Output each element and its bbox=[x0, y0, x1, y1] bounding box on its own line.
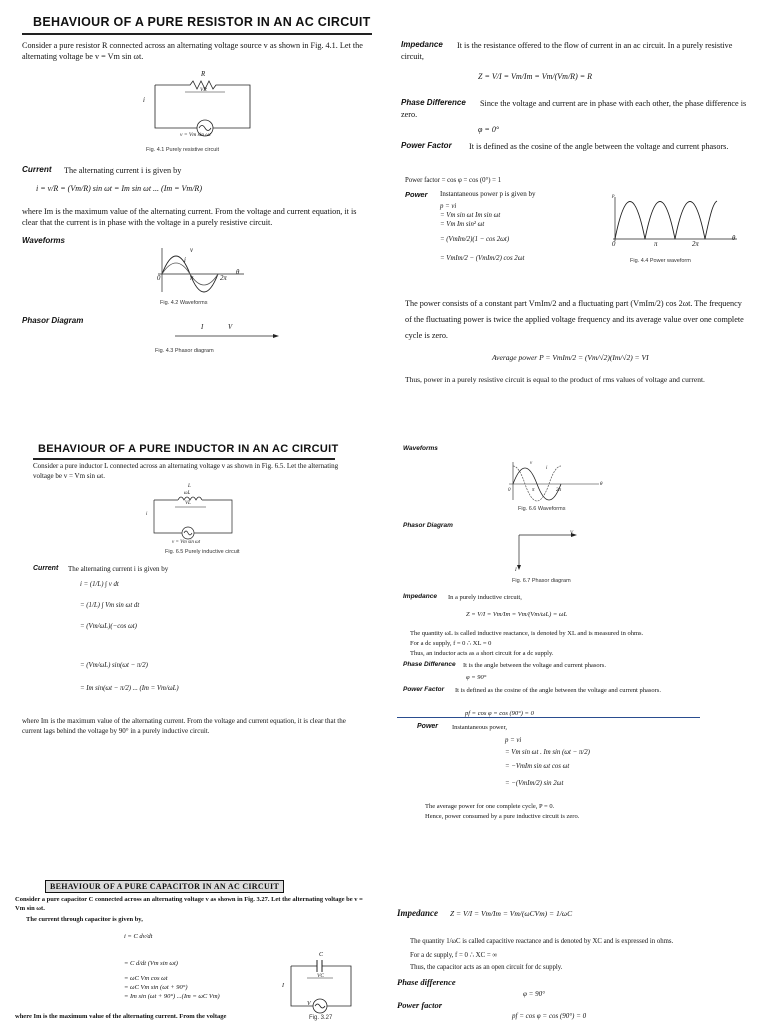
capacitor-phase-label: Phase difference bbox=[397, 977, 456, 987]
resistor-power-label: Power bbox=[405, 190, 428, 199]
fig-6-7-caption: Fig. 6.7 Phasor diagram bbox=[512, 578, 571, 584]
inductor-pf-label: Power Factor bbox=[403, 686, 445, 693]
fig-6-5-caption: Fig. 6.5 Purely inductive circuit bbox=[165, 549, 240, 555]
inductor-circuit-xl-label: ωL bbox=[184, 491, 191, 496]
inductor-impedance-text: In a purely inductive circuit, bbox=[448, 594, 522, 601]
resistor-pf-text: It is defined as the cosine of the angle between the voltage and current phasors. bbox=[469, 142, 729, 151]
resistor-phasor-i-label: I bbox=[201, 324, 204, 331]
resistor-power-eq-line: = Vm sin ωt Im sin ωt bbox=[440, 212, 501, 219]
inductor-power-label: Power bbox=[417, 723, 439, 730]
inductor-circuit-v-label: v = Vm sin ωt bbox=[172, 540, 201, 545]
inductor-impedance-note1: The quantity ωL is called inductive reactance, is denoted by XL and is measured in ohms. bbox=[410, 630, 644, 637]
inductor-impedance-note3: Thus, an inductor acts as a short circuit for a dc supply. bbox=[410, 650, 554, 657]
fig-4-2-caption: Fig. 4.2 Waveforms bbox=[160, 300, 208, 306]
resistor-wave-2pi-label: 2π bbox=[220, 275, 227, 282]
capacitor-current-eq-line: = Im sin (ωt + 90°) ...(Im = ωC Vm) bbox=[124, 993, 220, 1000]
inductor-phasor-label: Phasor Diagram bbox=[403, 522, 453, 529]
capacitor-impedance-note1: The quantity 1/ωC is called capacitive reactance and is denoted by XC and is expressed in ohms. bbox=[410, 938, 674, 945]
resistor-wave-i-label: i bbox=[184, 257, 186, 264]
inductor-circuit-diagram bbox=[150, 488, 240, 543]
capacitor-impedance-note2: For a dc supply, f = 0 ∴ XC = ∞ bbox=[410, 952, 498, 959]
fig-6-6-caption: Fig. 6.6 Waveforms bbox=[518, 506, 566, 512]
inductor-pf-text: It is defined as the cosine of the angle between the voltage and current phasors. bbox=[455, 687, 661, 694]
inductor-phasor-diagram bbox=[515, 533, 585, 571]
power-wave-pi-label: π bbox=[654, 241, 658, 248]
inductor-wave-i-label: i bbox=[546, 466, 548, 471]
inductor-circuit-vl-label: VL bbox=[185, 501, 191, 506]
resistor-power-eq-line: = Vm Im sin² ωt bbox=[440, 221, 485, 228]
resistor-pf-label: Power Factor bbox=[401, 141, 452, 150]
inductor-wave-v-label: v bbox=[530, 461, 533, 466]
resistor-power-note: The power consists of a constant part VmIm/2 and a fluctuating part (VmIm/2) cos 2ωt. The frequency of the fluctuating power is twice the applied voltage frequency and its average value over one complete cycle is zero. bbox=[405, 299, 744, 340]
inductor-current-equations bbox=[80, 580, 179, 693]
inductor-current-eq-line: = (1/L) ∫ Vm sin ωt dt bbox=[80, 602, 140, 609]
inductor-current-text: The alternating current i is given by bbox=[68, 565, 169, 573]
resistor-power-equations bbox=[440, 202, 524, 263]
resistor-circuit-vr-label: VR bbox=[200, 87, 207, 93]
resistor-phase-equation: φ = 0° bbox=[478, 125, 500, 134]
inductor-pf-rule bbox=[397, 717, 700, 718]
capacitor-title: BEHAVIOUR OF A PURE CAPACITOR IN AN AC CIRCUIT bbox=[45, 880, 284, 893]
capacitor-circuit-diagram bbox=[287, 958, 357, 1014]
resistor-circuit-r-label: R bbox=[201, 71, 206, 78]
inductor-wave-pi-label: π bbox=[532, 488, 535, 493]
inductor-impedance-note2: For a dc supply, f = 0 ∴ XL = 0 bbox=[410, 640, 492, 647]
resistor-pf-equation: Power factor = cos φ = cos (0°) = 1 bbox=[405, 177, 502, 184]
capacitor-impedance-label: Impedance bbox=[397, 908, 438, 918]
resistor-impedance-label: Impedance bbox=[401, 40, 443, 49]
inductor-power-eq-line: = −VmIm sin ωt cos ωt bbox=[505, 763, 570, 770]
inductor-power-eq-line: = −(VmIm/2) sin 2ωt bbox=[505, 780, 564, 787]
power-wave-2pi-label: 2π bbox=[692, 241, 699, 248]
resistor-conclusion: Thus, power in a purely resistive circuit is equal to the product of rms values of voltage and current. bbox=[405, 375, 705, 384]
resistor-intro: Consider a pure resistor R connected across an alternating voltage source v as shown in Fig. 4.1. Let the alternating voltage be v = Vm sin ωt. bbox=[22, 41, 363, 61]
inductor-wave-theta-label: θ bbox=[600, 482, 603, 487]
capacitor-current-equations bbox=[124, 932, 220, 1001]
capacitor-impedance-note3: Thus, the capacitor acts as an open circuit for dc supply. bbox=[410, 964, 563, 971]
resistor-circuit-v-label: v = Vm sin ωt bbox=[180, 132, 211, 138]
inductor-impedance-label: Impedance bbox=[403, 593, 437, 600]
inductor-power-note2: Hence, power consumed by a pure inductive circuit is zero. bbox=[425, 813, 580, 820]
resistor-waveform-plot bbox=[152, 244, 247, 294]
inductor-phase-text: It is the angle between the voltage and current phasors. bbox=[463, 662, 606, 669]
resistor-waveforms-label: Waveforms bbox=[22, 236, 65, 245]
inductor-current-eq-line: = Im sin(ωt − π/2) ... (Im = Vm/ωL) bbox=[80, 685, 179, 692]
inductor-power-eq-line: = Vm sin ωt . Im sin (ωt − π/2) bbox=[505, 749, 590, 756]
capacitor-current-eq-line: = ωC Vm sin (ωt + 90°) bbox=[124, 984, 188, 991]
inductor-power-text: Instantaneous power, bbox=[452, 724, 507, 731]
resistor-power-text: Instantaneous power p is given by bbox=[440, 190, 536, 198]
capacitor-intro: Consider a pure capacitor C connected across an alternating voltage v as shown in Fig. 3.27. Let the alternating voltage be v = Vm sin ωt. bbox=[15, 896, 363, 912]
resistor-current-label: Current bbox=[22, 165, 52, 174]
resistor-phase-text: Since the voltage and current are in phase with each other, the phase difference is zero. bbox=[401, 99, 747, 119]
resistor-power-eq-line: p = vi bbox=[440, 203, 457, 210]
capacitor-impedance-equation: Z = V/I = Vm/Im = Vm/(ωCVm) = 1/ωC bbox=[450, 909, 573, 918]
resistor-phasor-label: Phasor Diagram bbox=[22, 316, 84, 325]
capacitor-circuit-i-label: I bbox=[282, 983, 284, 989]
capacitor-current-text: The current through capacitor is given by, bbox=[26, 916, 143, 923]
resistor-wave-theta-label: θ bbox=[236, 269, 240, 276]
resistor-phasor-v-label: V bbox=[228, 324, 233, 331]
resistor-power-eq-line: = VmIm/2 − (VmIm/2) cos 2ωt bbox=[440, 255, 525, 262]
inductor-pf-equation: pf = cos φ = cos (90°) = 0 bbox=[465, 710, 534, 717]
capacitor-current-note: where Im is the maximum value of the alternating current. From the voltage bbox=[15, 1013, 227, 1020]
inductor-impedance-equation: Z = V/I = Vm/Im = Vm/(Vm/ωL) = ωL bbox=[466, 611, 568, 618]
inductor-circuit-i-label: i bbox=[146, 512, 148, 517]
inductor-current-eq-line: = (Vm/ωL) sin(ωt − π/2) bbox=[80, 662, 148, 669]
resistor-impedance-equation: Z = V/I = Vm/Im = Vm/(Vm/R) = R bbox=[478, 72, 593, 81]
inductor-title: BEHAVIOUR OF A PURE INDUCTOR IN AN AC CIRCUIT bbox=[38, 443, 339, 455]
inductor-phasor-v-label: V bbox=[570, 531, 574, 536]
resistor-wave-zero-label: 0 bbox=[157, 275, 161, 282]
capacitor-circuit-c-label: C bbox=[319, 952, 324, 958]
inductor-wave-zero-label: 0 bbox=[508, 488, 511, 493]
inductor-phasor-i-label: I bbox=[515, 568, 517, 573]
resistor-average-power-equation: Average power P = VmIm/2 = (Vm/√2)(Im/√2) = VI bbox=[492, 353, 649, 362]
resistor-wave-pi-label: π bbox=[190, 275, 194, 282]
resistor-impedance-text: It is the resistance offered to the flow of current in an ac circuit. In a purely resistive circuit, bbox=[401, 41, 733, 61]
resistor-phase-label: Phase Difference bbox=[401, 98, 466, 107]
capacitor-current-eq-line: i = C dv/dt bbox=[124, 933, 153, 940]
inductor-circuit-l-label: L bbox=[188, 484, 191, 489]
resistor-title-rule bbox=[22, 33, 372, 35]
inductor-waveforms-label: Waveforms bbox=[403, 445, 438, 452]
fig-3-27-caption: Fig. 3.27 bbox=[309, 1015, 333, 1021]
inductor-phase-label: Phase Difference bbox=[403, 661, 456, 668]
inductor-power-eq-line: p = vi bbox=[505, 737, 522, 744]
capacitor-pf-label: Power factor bbox=[397, 1000, 443, 1010]
resistor-power-waveform bbox=[605, 195, 745, 250]
resistor-current-text: The alternating current i is given by bbox=[64, 166, 182, 175]
capacitor-phase-equation: φ = 90° bbox=[523, 990, 545, 998]
inductor-current-eq-line: = (Vm/ωL)(−cos ωt) bbox=[80, 623, 137, 630]
inductor-waveform-plot bbox=[505, 460, 605, 505]
resistor-wave-v-label: v bbox=[190, 247, 194, 254]
inductor-current-eq-line: i = (1/L) ∫ v dt bbox=[80, 581, 119, 588]
resistor-power-eq-line: = (VmIm/2)(1 − cos 2ωt) bbox=[440, 236, 510, 243]
resistor-current-note: where Im is the maximum value of the alternating current. From the voltage and current equation, it is clear that the current is in phase with the voltage in a purely resistive circuit. bbox=[22, 207, 357, 227]
resistor-title: BEHAVIOUR OF A PURE RESISTOR IN AN AC CIRCUIT bbox=[33, 15, 371, 29]
inductor-current-label: Current bbox=[33, 565, 59, 572]
capacitor-current-eq-line: = ωC Vm cos ωt bbox=[124, 975, 168, 982]
power-wave-p-label: p bbox=[612, 194, 615, 199]
fig-4-3-caption: Fig. 4.3 Phasor diagram bbox=[155, 348, 214, 354]
inductor-wave-2pi-label: 2π bbox=[556, 488, 562, 493]
resistor-current-equation: i = v/R = (Vm/R) sin ωt = Im sin ωt ... (Im = Vm/R) bbox=[36, 184, 202, 193]
capacitor-pf-equation: pf = cos φ = cos (90°) = 0 bbox=[512, 1012, 587, 1020]
capacitor-circuit-v-label: V bbox=[307, 1001, 311, 1007]
inductor-power-note1: The average power for one complete cycle, P = 0. bbox=[425, 803, 555, 810]
power-wave-theta-label: θ bbox=[732, 235, 736, 242]
fig-4-4-caption: Fig. 4.4 Power waveform bbox=[630, 258, 691, 264]
power-wave-zero-label: 0 bbox=[612, 241, 616, 248]
inductor-intro: Consider a pure inductor L connected across an alternating voltage v as shown in Fig. 6.5. Let the alternating voltage be v = Vm sin ωt. bbox=[33, 462, 339, 480]
resistor-circuit-i-label: i bbox=[143, 97, 145, 104]
inductor-title-rule bbox=[33, 458, 335, 460]
fig-4-1-caption: Fig. 4.1 Purely resistive circuit bbox=[146, 147, 220, 153]
inductor-phase-equation: φ = 90° bbox=[466, 674, 487, 681]
inductor-current-note: where Im is the maximum value of the alternating current. From the voltage and current equation, it is clear that the current lags behind the voltage by 90° in a purely inductive circuit. bbox=[22, 717, 346, 735]
inductor-power-equations bbox=[505, 736, 590, 788]
capacitor-circuit-vc-label: VC bbox=[317, 973, 325, 979]
capacitor-current-eq-line: = C d/dt (Vm sin ωt) bbox=[124, 960, 178, 967]
